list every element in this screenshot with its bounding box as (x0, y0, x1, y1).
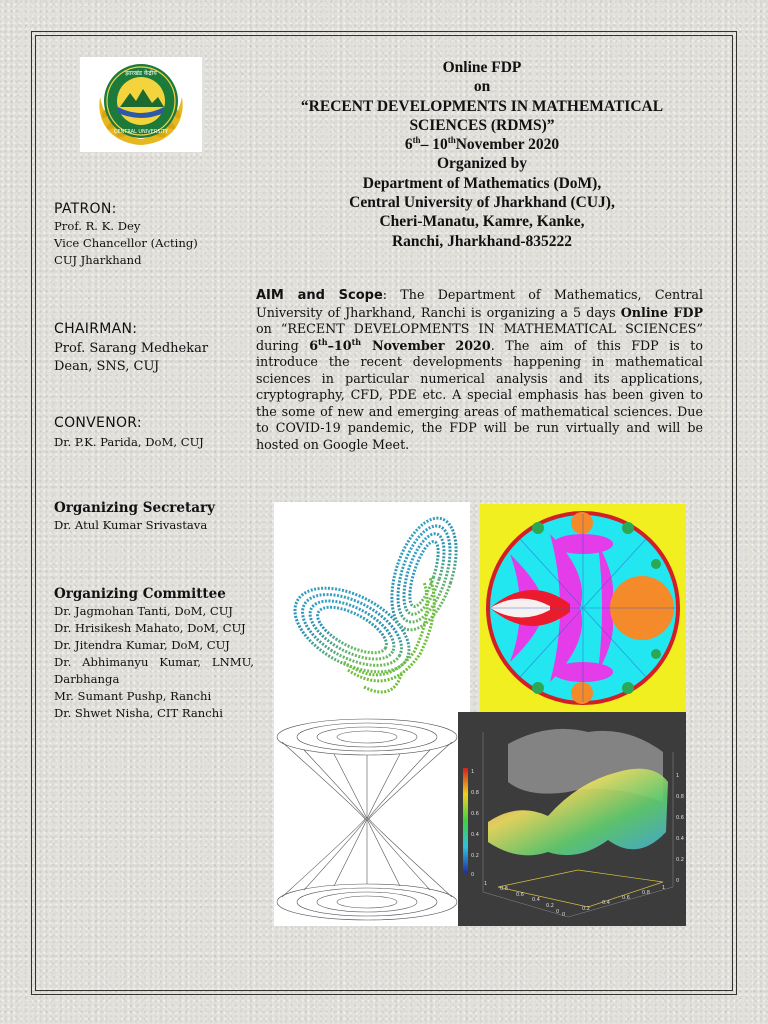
strange-attractor-image (274, 502, 470, 712)
chairman-section (54, 320, 259, 377)
colorbar-tick: 0.6 (471, 811, 479, 817)
patron-line: Prof. R. K. Dey (54, 219, 141, 233)
z-axis-tick: 1 (676, 773, 680, 779)
z-axis-tick: 0 (676, 878, 680, 884)
committee-member: Dr. Jitendra Kumar, DoM, CUJ (54, 638, 230, 652)
secretary-section (54, 500, 259, 534)
y-axis-tick: 0.6 (516, 892, 524, 898)
header-university: Central University of Jharkhand (CUJ), (349, 194, 615, 212)
committee-member: Dr. Hrisikesh Mahato, DoM, CUJ (54, 621, 246, 635)
university-logo (80, 57, 202, 152)
committee-member: Dr. Abhimanyu Kumar, LNMU, Darbhanga (54, 655, 254, 686)
aim-and-scope-paragraph: AIM and Scope: The Department of Mathematics, Central University of Jharkhand, Ranchi is organizing a 5 days Online FDP on “RECENT DEVELOPMENTS IN MATHEMATICAL SCIENCES” during 6th–10th November 2020. The aim of this FDP is to introduce the recent developments happening in mathematical sciences in particular numerical analysis and its applications, cryptography, CFD, PDE etc. A special emphasis has been given to the some of new and emerging areas of mathematical sciences. Due to COVID-19 pandemic, the FDP will be run virtually and will be hosted on Google Meet. (256, 287, 704, 452)
y-axis-tick: 0 (556, 909, 560, 915)
circle-fractal-image (480, 504, 686, 712)
header-line-on: on (473, 78, 491, 96)
committee-member: Dr. Jagmohan Tanti, DoM, CUJ (54, 604, 233, 618)
secretary-heading: Organizing Secretary (54, 500, 215, 516)
hyperboloid-surface-image (274, 712, 460, 926)
committee-member: Dr. Shwet Nisha, CIT Ranchi (54, 706, 223, 720)
svg-text:झारखंड केंद्रीय: झारखंड केंद्रीय (125, 70, 157, 77)
x-axis-tick: 0.8 (642, 890, 650, 896)
x-axis-tick: 0.2 (582, 906, 590, 912)
y-axis-tick: 0.8 (500, 886, 508, 892)
surface-plot-image (458, 712, 686, 926)
colorbar-tick: 0.4 (471, 832, 479, 838)
z-axis-tick: 0.2 (676, 857, 684, 863)
convenor-heading: CONVENOR: (54, 415, 142, 431)
convenor-section (54, 415, 259, 451)
chairman-heading: CHAIRMAN: (54, 321, 138, 337)
y-axis-tick: 0.4 (532, 897, 540, 903)
patron-heading: PATRON: (54, 201, 117, 217)
y-axis-tick: 1 (484, 881, 488, 887)
convenor-line: Dr. P.K. Parida, DoM, CUJ (54, 435, 204, 449)
committee-member: Mr. Sumant Pushp, Ranchi (54, 689, 212, 703)
z-axis-tick: 0.4 (676, 836, 684, 842)
event-header (232, 58, 732, 251)
header-line-online-fdp: Online FDP (442, 59, 522, 76)
patron-section (54, 201, 259, 269)
secretary-line: Dr. Atul Kumar Srivastava (54, 518, 208, 532)
colorbar-tick: 0 (471, 872, 475, 878)
committee-section (54, 586, 254, 722)
header-dates: 6th– 10thNovember 2020 (404, 135, 560, 154)
x-axis-tick: 0.6 (622, 895, 630, 901)
header-address-line1: Cheri-Manatu, Kamre, Kanke, (379, 213, 585, 231)
header-title-line1: “RECENT DEVELOPMENTS IN MATHEMATICAL (300, 97, 664, 115)
y-axis-tick: 0.2 (546, 903, 554, 909)
z-axis-tick: 0.6 (676, 815, 684, 821)
patron-line: CUJ Jharkhand (54, 253, 142, 267)
colorbar-tick: 0.2 (471, 853, 479, 859)
x-axis-tick: 1 (662, 885, 666, 891)
header-address-line2: Ranchi, Jharkhand-835222 (391, 232, 572, 250)
chairman-line: Dean, SNS, CUJ (54, 359, 160, 374)
header-title-line2: SCIENCES (RDMS)” (409, 116, 555, 134)
header-department: Department of Mathematics (DoM), (362, 174, 602, 192)
chairman-line: Prof. Sarang Medhekar (54, 340, 209, 356)
header-organized-by: Organized by (437, 155, 527, 173)
colorbar-tick: 1 (471, 769, 475, 775)
committee-heading: Organizing Committee (54, 586, 226, 602)
patron-line: Vice Chancellor (Acting) (54, 236, 198, 250)
z-axis-tick: 0.8 (676, 794, 684, 800)
svg-text:CENTRAL UNIVERSITY: CENTRAL UNIVERSITY (113, 129, 169, 135)
x-axis-tick: 0 (562, 912, 566, 918)
colorbar-tick: 0.8 (471, 790, 479, 796)
aim-label: AIM and Scope (256, 288, 383, 303)
x-axis-tick: 0.4 (602, 900, 610, 906)
